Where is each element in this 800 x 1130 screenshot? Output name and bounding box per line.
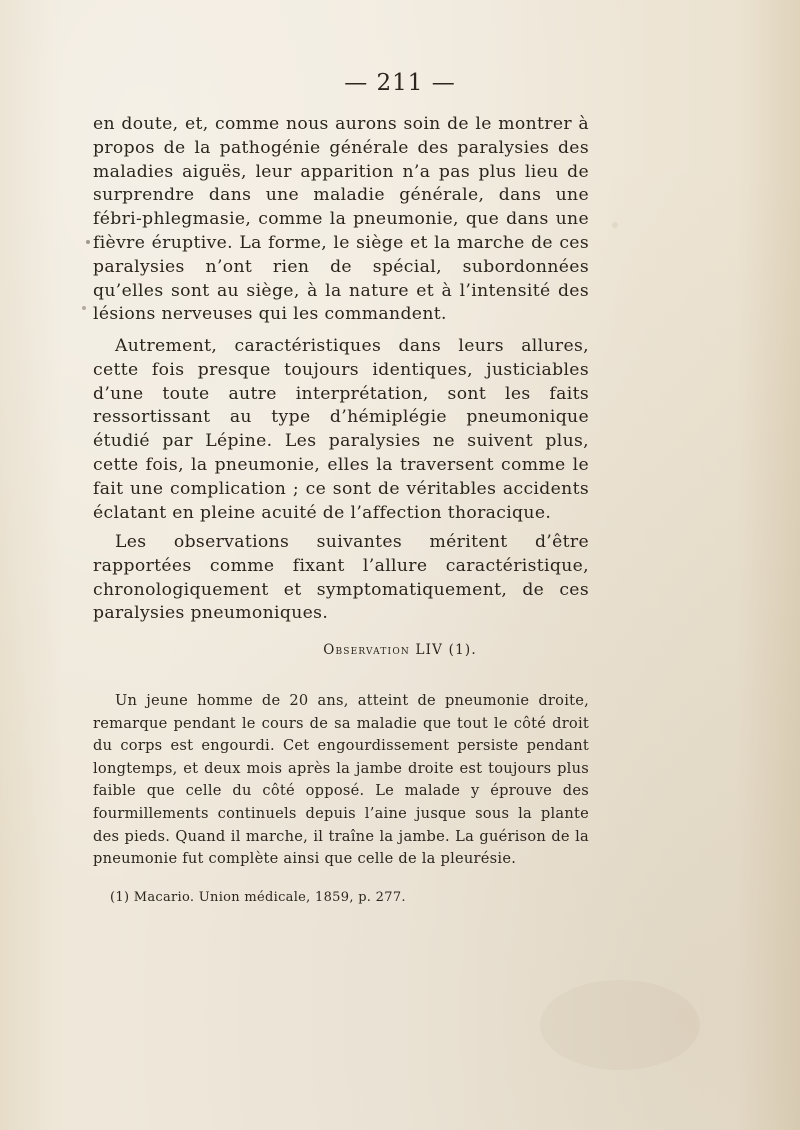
paper-stain <box>86 240 90 244</box>
paragraph-2: Autrement, caractéristiques dans leurs allures, cette fois presque toujours identiques, justiciables d’une toute autre interprétation, sont les faits ressortissant au type d’hémiplégie pneumonique étudié par Lépine. Les paralysies ne suivent plus, cette fois, la pneumonie, elles la traversent comme le fait une complication ; ce sont de véritables accidents éclatant en pleine acuité de l’affection thoracique. <box>93 336 589 523</box>
paper-stain <box>612 222 618 228</box>
observation-text: Un jeune homme de 20 ans, atteint de pneumonie droite, remarque pendant le cours de sa maladie que tout le côté droit du corps est engourdi. Cet engourdissement persiste pendant longtemps, et deux mois après la jambe droite est toujours plus faible que celle du côté opposé. Le malade y éprouve des fourmillements continuels depuis l’aine jusque sous la plante des pieds. Quand il marche, il traîne la jambe. La guérison de la pneumonie fut complète ainsi que celle de la pleurésie. <box>93 692 589 868</box>
paper-stain <box>82 306 86 310</box>
paragraph-3: Les observations suivantes méritent d’être rapportées comme fixant l’allure caractéristique, chronologiquement et symptomatiquement, de ces paralysies pneumoniques. <box>93 532 589 624</box>
paragraph-1: en doute, et, comme nous aurons soin de le montrer à propos de la pathogénie générale des paralysies des maladies aiguës, leur apparition n’a pas plus lieu de surprendre dans une maladie générale, dans une fébri-phlegmasie, comme la pneumonie, que dans une fièvre éruptive. La forme, le siège et la marche de ces paralysies n’ont rien de spécial, subordonnées qu’elles sont au siège, à la nature et à l’intensité des lésions nerveuses qui les commandent. <box>93 114 589 325</box>
page-number: — 211 — <box>344 70 456 96</box>
paper-stain <box>540 980 700 1070</box>
footnote: (1) Macario. Union médicale, 1859, p. 277. <box>110 890 406 905</box>
observation-title: Observation LIV (1). <box>323 642 477 658</box>
